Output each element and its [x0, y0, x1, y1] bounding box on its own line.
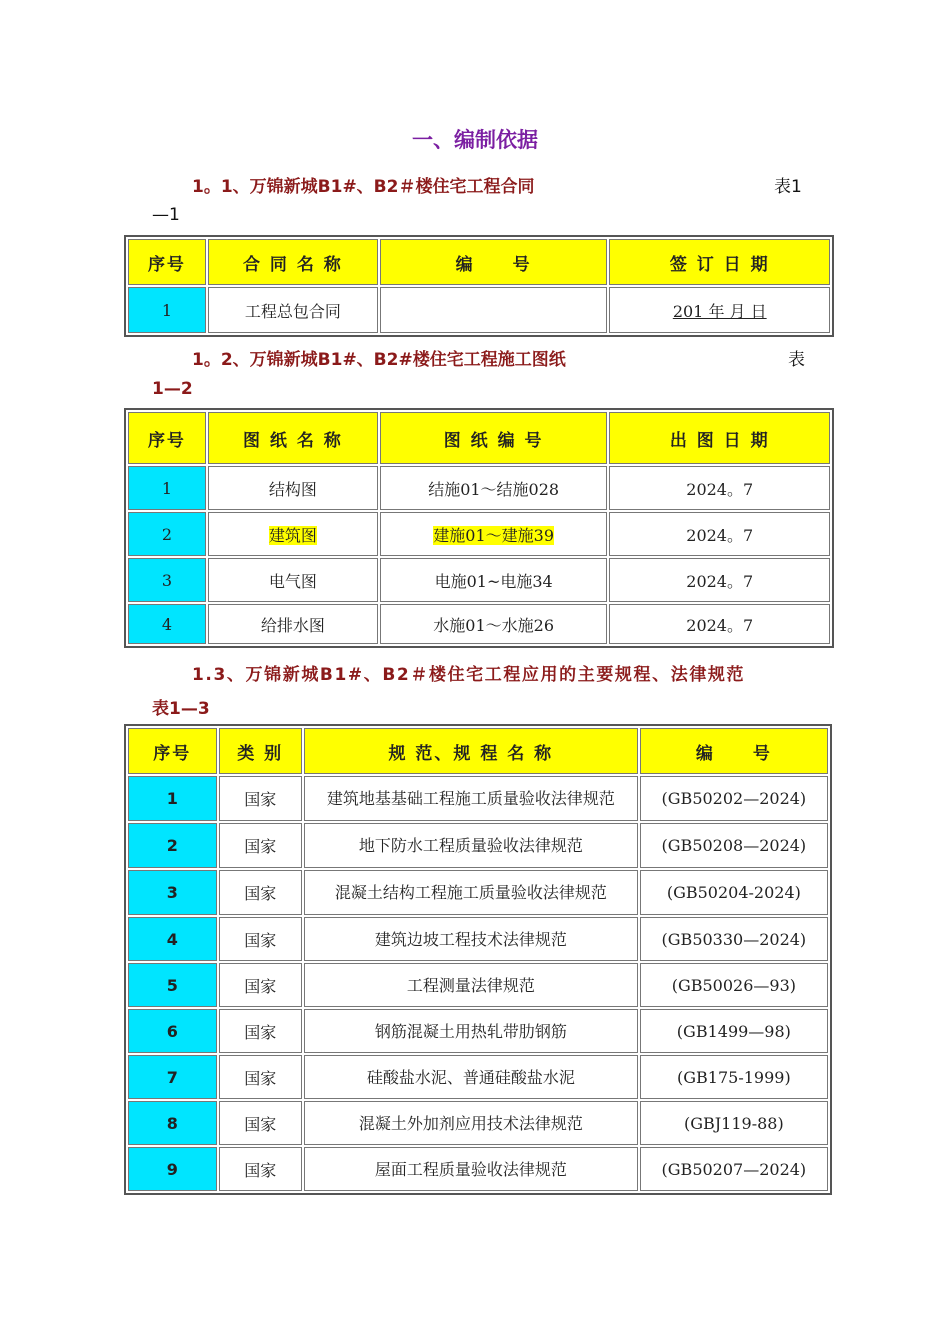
- row-name: 硅酸盐水泥、普通硅酸盐水泥: [304, 1055, 638, 1099]
- header-contract-name: 合 同 名 称: [208, 239, 378, 285]
- row-category: 国家: [219, 1009, 302, 1053]
- row-name: 混凝土结构工程施工质量验收法律规范: [304, 870, 638, 915]
- row-code: (GB50026—93): [640, 963, 828, 1007]
- table-row: [128, 776, 828, 821]
- table-row: [128, 823, 828, 868]
- header-sign-date: 签 订 日 期: [609, 239, 830, 285]
- header-code: 编 号: [640, 728, 828, 774]
- row-no: 7: [128, 1055, 217, 1099]
- row-code: (GB50208—2024): [640, 823, 828, 868]
- section3-table-label: 表1—3: [152, 699, 210, 719]
- table-row: [128, 1009, 828, 1053]
- row-no: 5: [128, 963, 217, 1007]
- row-no: 1: [128, 466, 206, 510]
- row-no: 1: [128, 287, 206, 333]
- section1-table-label: 表1: [774, 177, 802, 197]
- row-date: [609, 287, 830, 333]
- row-name: 结构图: [208, 466, 378, 510]
- section3-heading: 1.3、万锦新城B1#、B2＃楼住宅工程应用的主要规程、法律规范: [192, 665, 746, 685]
- table-row: [128, 512, 830, 556]
- row-code: 水施01～水施26: [380, 604, 608, 644]
- row-category: 国家: [219, 1055, 302, 1099]
- row-code: (GB1499—98): [640, 1009, 828, 1053]
- section2-table-label-cont: 1—2: [152, 379, 193, 399]
- row-name: 建筑地基基础工程施工质量验收法律规范: [304, 776, 638, 821]
- row-no: 4: [128, 604, 206, 644]
- contract-table: [124, 235, 834, 337]
- row-code: [380, 512, 608, 556]
- table-header-row: [128, 728, 828, 774]
- row-category: 国家: [219, 870, 302, 915]
- row-name: 给排水图: [208, 604, 378, 644]
- standards-table: [124, 724, 832, 1195]
- row-category: 国家: [219, 776, 302, 821]
- row-no: 4: [128, 917, 217, 961]
- header-standard-name: 规 范、规 程 名 称: [304, 728, 638, 774]
- header-drawing-code: 图 纸 编 号: [380, 412, 608, 464]
- page-title: 一、编制依据: [412, 128, 538, 152]
- section2-table-label: 表: [788, 350, 805, 370]
- section2-heading: 1。2、万锦新城B1#、B2#楼住宅工程施工图纸: [192, 350, 566, 370]
- section1-table-label-cont: —1: [152, 205, 180, 225]
- table-row: [128, 1055, 828, 1099]
- sign-date-value: 201 年 月 日: [672, 301, 767, 321]
- table-row: [128, 917, 828, 961]
- row-name: 钢筋混凝土用热轧带肋钢筋: [304, 1009, 638, 1053]
- row-code: 电施01~电施34: [380, 558, 608, 602]
- row-name: 建筑边坡工程技术法律规范: [304, 917, 638, 961]
- row-no: 3: [128, 558, 206, 602]
- table-row: [128, 287, 830, 333]
- row-name: 混凝土外加剂应用技术法律规范: [304, 1101, 638, 1145]
- highlighted-name: 建筑图: [268, 525, 317, 545]
- row-category: 国家: [219, 917, 302, 961]
- table-row: [128, 1147, 828, 1191]
- header-category: 类 别: [219, 728, 302, 774]
- row-name: 地下防水工程质量验收法律规范: [304, 823, 638, 868]
- section1-heading: 1。1、万锦新城B1#、B2＃楼住宅工程合同: [192, 177, 535, 197]
- row-date: 2024。7: [609, 512, 830, 556]
- header-no: 序号: [128, 239, 206, 285]
- row-code: (GBJ119-88): [640, 1101, 828, 1145]
- header-issue-date: 出 图 日 期: [609, 412, 830, 464]
- row-name: 电气图: [208, 558, 378, 602]
- row-date: 2024。7: [609, 604, 830, 644]
- row-category: 国家: [219, 823, 302, 868]
- row-name: 工程总包合同: [208, 287, 378, 333]
- row-code: (GB50207—2024): [640, 1147, 828, 1191]
- row-no: 2: [128, 512, 206, 556]
- header-code: 编 号: [380, 239, 608, 285]
- row-code: (GB50330—2024): [640, 917, 828, 961]
- table-header-row: [128, 239, 830, 285]
- row-no: 8: [128, 1101, 217, 1145]
- row-no: 1: [128, 776, 217, 821]
- row-date: 2024。7: [609, 558, 830, 602]
- table-row: [128, 870, 828, 915]
- table-row: [128, 1101, 828, 1145]
- drawings-table: [124, 408, 834, 648]
- row-code: (GB50202—2024): [640, 776, 828, 821]
- row-date: 2024。7: [609, 466, 830, 510]
- row-code: [380, 287, 608, 333]
- row-no: 9: [128, 1147, 217, 1191]
- row-code: 结施01～结施028: [380, 466, 608, 510]
- row-code: (GB175-1999): [640, 1055, 828, 1099]
- row-no: 2: [128, 823, 217, 868]
- header-no: 序号: [128, 412, 206, 464]
- row-no: 3: [128, 870, 217, 915]
- row-name: 工程测量法律规范: [304, 963, 638, 1007]
- row-category: 国家: [219, 963, 302, 1007]
- table-row: [128, 604, 830, 644]
- header-drawing-name: 图 纸 名 称: [208, 412, 378, 464]
- row-no: 6: [128, 1009, 217, 1053]
- table-row: [128, 963, 828, 1007]
- row-name: 屋面工程质量验收法律规范: [304, 1147, 638, 1191]
- row-code: (GB50204-2024): [640, 870, 828, 915]
- table-row: [128, 466, 830, 510]
- highlighted-code: 建施01～建施39: [433, 525, 555, 545]
- table-row: [128, 558, 830, 602]
- header-no: 序号: [128, 728, 217, 774]
- row-category: 国家: [219, 1101, 302, 1145]
- row-name: [208, 512, 378, 556]
- row-category: 国家: [219, 1147, 302, 1191]
- table-header-row: [128, 412, 830, 464]
